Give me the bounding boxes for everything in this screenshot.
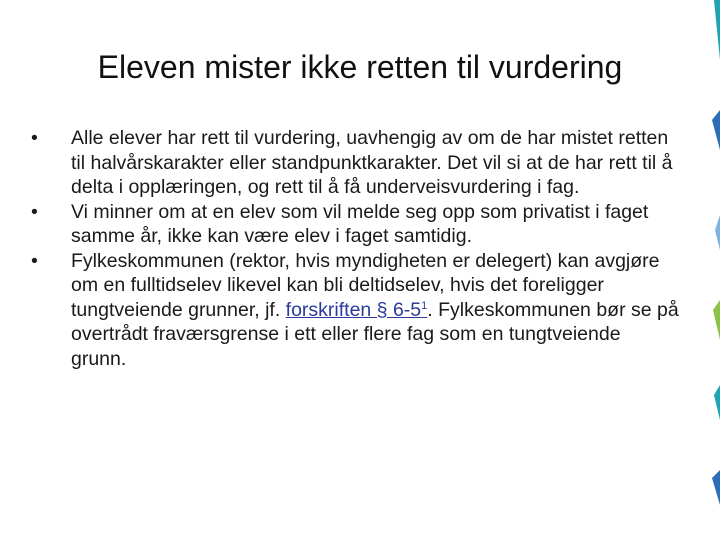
bullet-item	[30, 200, 680, 249]
regulation-link[interactable]	[286, 299, 428, 321]
bullet-item	[30, 126, 680, 200]
bullet-list	[30, 126, 680, 371]
regulation-link-text: forskriften § 6-5	[285, 298, 422, 321]
blue-stripe	[712, 110, 720, 150]
bullet-text: Vi minner om at en elev som vil melde seg opp som privatist i faget samme år, ikke kan være elev i faget samtidig.	[71, 200, 649, 247]
bullet-text: Fylkeskommunen (rektor, hvis myndigheten er delegert) kan avgjøre om en fulltidselev likevel kan bli deltidselev, hvis det foreligger tungtveiende grunner, jf.	[71, 249, 660, 321]
green-stripe	[713, 300, 720, 340]
teal-stripe	[714, 385, 720, 420]
light-blue-stripe	[715, 215, 720, 250]
footnote-marker: 1	[421, 299, 428, 312]
bullet-text: Alle elever har rett til vurdering, uavhengig av om de har mistet retten til halvårskarakter eller standpunktkarakter. Det vil si at de har rett til å delta i opplæringen, og rett til å få underveisvurdering i fag.	[71, 127, 673, 198]
bullet-text-continued: . Fylkeskommunen bør se på overtrådt fraværsgrense i ett eller flere fag som en tungtveiende grunn.	[71, 298, 679, 370]
bullet-item	[30, 249, 680, 372]
decorative-side-stripes	[696, 0, 720, 540]
slide-title: Eleven mister ikke retten til vurdering	[97, 49, 623, 85]
blue-stripe	[712, 470, 720, 505]
teal-stripe	[714, 0, 720, 60]
